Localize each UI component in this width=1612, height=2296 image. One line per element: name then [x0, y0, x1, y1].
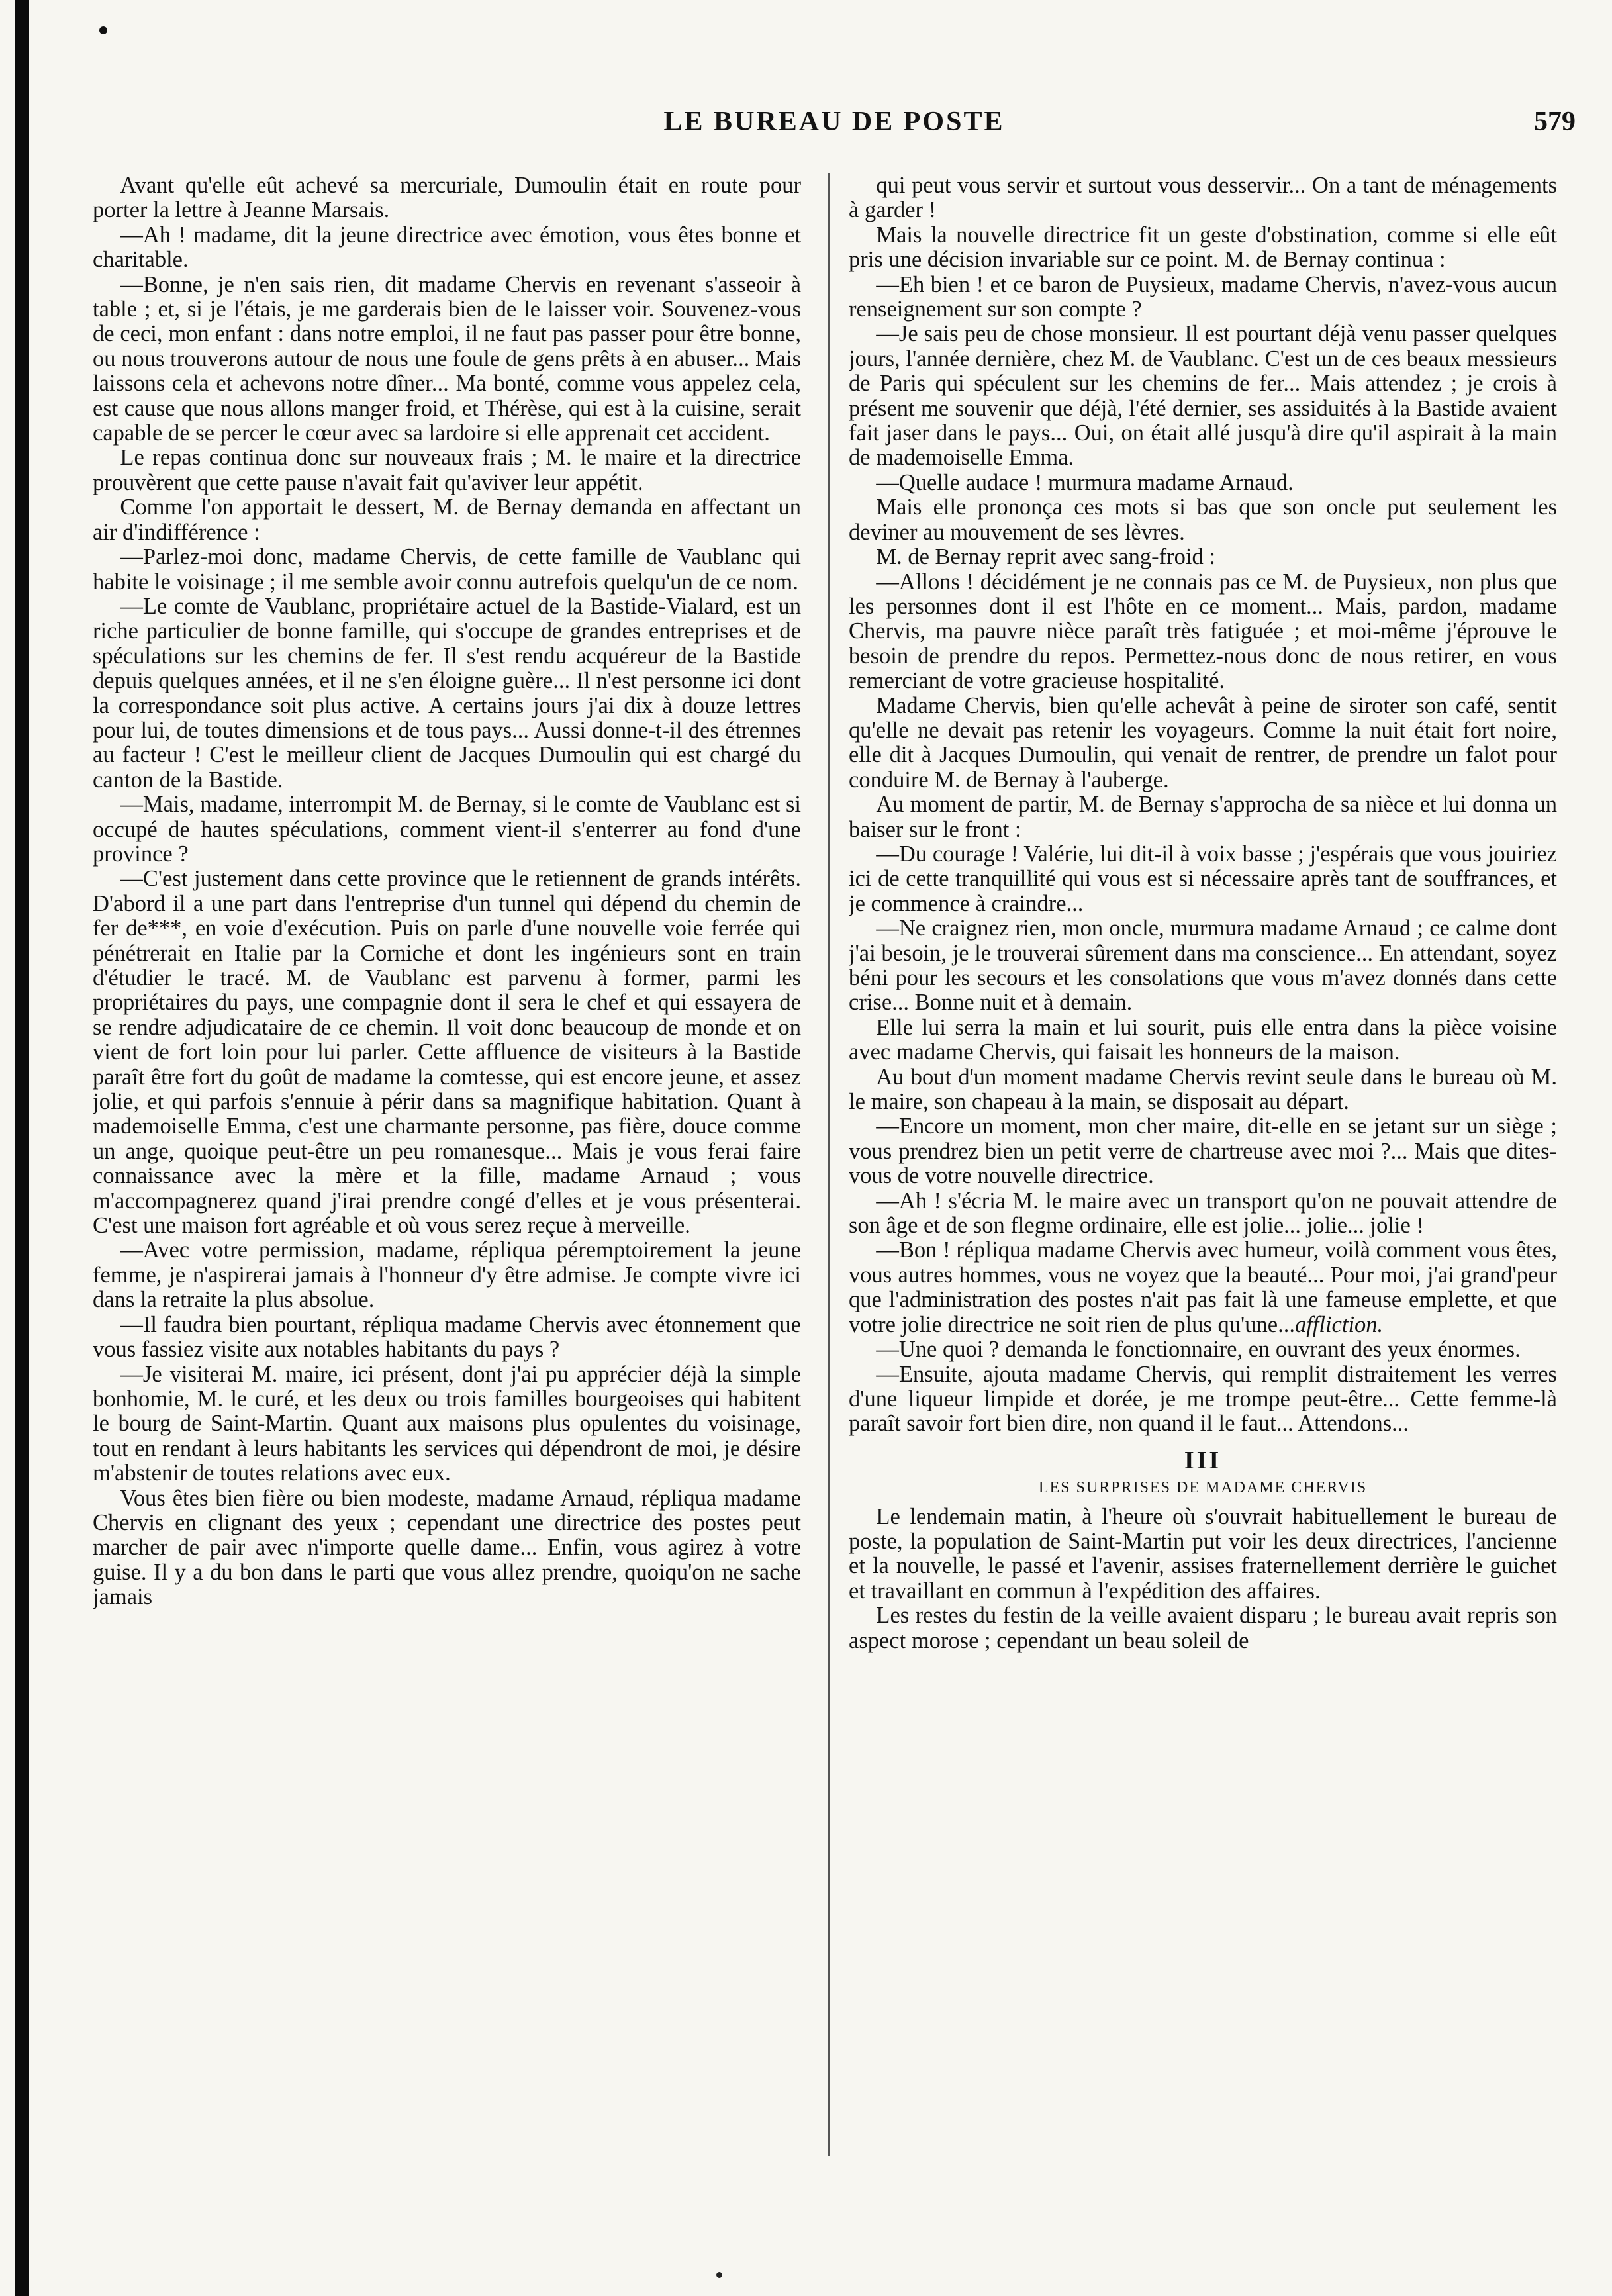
- left-column: [93, 173, 801, 2160]
- column-divider: [828, 173, 830, 2156]
- page-title: LE BUREAU DE POSTE: [663, 107, 1005, 137]
- paragraph: —Je visiterai M. maire, ici présent, dont j'ai pu apprécier déjà la simple bonhomie, M. le curé, et les deux ou trois familles bourgeoises qui habitent le bourg de Saint-Martin. Quant aux maisons plus opulentes du voisinage, tout en rendant à leurs habitants les services qui dépendront de moi, je désire m'abstenir de toutes relations avec eux.: [93, 1361, 801, 1486]
- page-number: 579: [1534, 107, 1576, 137]
- paragraph: —Du courage ! Valérie, lui dit-il à voix basse ; j'espérais que vous jouiriez ici de cette tranquillité qui vous est si nécessaire après tant de souffrances, et je commence à craindre...: [849, 841, 1557, 916]
- page-header: [93, 106, 1576, 152]
- paragraph: —Ah ! madame, dit la jeune directrice avec émotion, vous êtes bonne et charitable.: [93, 222, 801, 273]
- paragraph: —C'est justement dans cette province que le retiennent de grands intérêts. D'abord il a une part dans l'entreprise d'un tunnel qui dépend du chemin de fer de***, en voie d'exécution. Puis on parle d'une nouvelle voie ferrée qui pénétrerait en Italie par la Corniche et dont les ingénieurs sont en train d'étudier le tracé. M. de Vaublanc est parvenu à former, parmi les propriétaires du pays, une compagnie dont il sera le chef et qui essayera de se rendre adjudicataire de ce chemin. Il voit donc beaucoup de monde et on vient de fort loin pour lui parler. Cette affluence de visiteurs à la Bastide paraît être fort du goût de madame la comtesse, qui est encore jeune, et assez jolie, et qui parfois s'ennuie à périr dans sa magnifique habitation. Quant à mademoiselle Emma, c'est une charmante personne, pas fière, douce comme un ange, quoique peut-être un peu romanesque... Mais je vous ferai faire connaissance avec la mère et la fille, madame Arnaud ; vous m'accompagnerez quand j'irai prendre congé d'elles et je vous présenterai. C'est une maison fort agréable et où vous serez reçue à merveille.: [93, 866, 801, 1239]
- paragraph: Les restes du festin de la veille avaient disparu ; le bureau avait repris son aspect morose ; cependant un beau soleil de: [849, 1603, 1557, 1653]
- paragraph: —Le comte de Vaublanc, propriétaire actuel de la Bastide-Vialard, est un riche particulier de bonne famille, qui s'occupe de grandes entreprises et de spéculations sur les chemins de fer. Il s'est rendu acquéreur de la Bastide depuis quelques années, et il ne s'en éloigne guère... Il n'est personne ici dont la correspondance soit plus active. A certains jours j'ai dix à douze lettres pour lui, de toutes dimensions et de tous pays... Aussi donne-t-il des étrennes au facteur ! C'est le meilleur client de Jacques Dumoulin qui est chargé du canton de la Bastide.: [93, 593, 801, 792]
- paragraph: —Parlez-moi donc, madame Chervis, de cette famille de Vaublanc qui habite le voisinage ; il me semble avoir connu autrefois quelqu'un de ce nom.: [93, 544, 801, 595]
- paragraph: —Bonne, je n'en sais rien, dit madame Chervis en revenant s'asseoir à table ; et, si je l'étais, je me garderais bien de le laisser voir. Souvenez-vous de ceci, mon enfant : dans notre emploi, il ne faut pas passer pour être bonne, ou nous trouverons autour de nous une foule de gens prêts à en abuser... Mais laissons cela et achevons notre dîner... Ma bonté, comme vous appelez cela, est cause que nous allons manger froid, et Thérèse, qui est à la cuisine, serait capable de se percer le cœur avec sa lardoire si elle apprenait cet accident.: [93, 271, 801, 446]
- footer-dot: [716, 2272, 722, 2278]
- paragraph: Le lendemain matin, à l'heure où s'ouvrait habituellement le bureau de poste, la population de Saint-Martin put voir les deux directrices, l'ancienne et la nouvelle, le passé et l'avenir, assises fraternellement derrière le guichet et travaillant en commun à l'expédition des affaires.: [849, 1504, 1557, 1603]
- paragraph: Le repas continua donc sur nouveaux frais ; M. le maire et la directrice prouvèrent que cette pause n'avait fait qu'aviver leur appétit.: [93, 445, 801, 495]
- paragraph: M. de Bernay reprit avec sang-froid :: [876, 544, 1215, 570]
- paragraph: Madame Chervis, bien qu'elle achevât à peine de siroter son café, sentit qu'elle ne devait pas retenir les voyageurs. Comme la nuit était fort noire, elle dit à Jacques Dumoulin, qui venait de rentrer, de prendre un falot pour conduire M. de Bernay à l'auberge.: [849, 693, 1557, 792]
- paragraph: —Ne craignez rien, mon oncle, murmura madame Arnaud ; ce calme dont j'ai besoin, je le trouverai sûrement dans ma conscience... En attendant, soyez béni pour les secours et les consolations que vous m'avez donnés dans cette crise... Bonne nuit et à demain.: [849, 916, 1557, 1016]
- paragraph: —Avec votre permission, madame, répliqua péremptoirement la jeune femme, je n'aspirerai jamais à l'honneur d'y être admise. Je compte vivre ici dans la retraite la plus absolue.: [93, 1237, 801, 1313]
- paragraph: —Une quoi ? demanda le fonctionnaire, en ouvrant des yeux énormes.: [876, 1337, 1521, 1363]
- paragraph: —Allons ! décidément je ne connais pas ce M. de Puysieux, non plus que les personnes dont il est l'hôte en ce moment... Mais, pardon, madame Chervis, ma pauvre nièce paraît très fatiguée ; et moi-même j'éprouve le besoin de prendre du repos. Permettez-nous donc de nous retirer, en vous remerciant de votre gracieuse hospitalité.: [849, 569, 1557, 694]
- paragraph: Comme l'on apportait le dessert, M. de Bernay demanda en affectant un air d'indifférence :: [93, 495, 801, 545]
- scan-edge-bar: [15, 0, 29, 2296]
- section-number: III: [1184, 1446, 1222, 1474]
- paragraph: Avant qu'elle eût achevé sa mercuriale, Dumoulin était en route pour porter la lettre à Jeanne Marsais.: [93, 173, 801, 223]
- scan-dot: [99, 26, 107, 34]
- paragraph-with-italic: [849, 1238, 1557, 1337]
- italic-word: affliction.: [1294, 1312, 1384, 1337]
- paragraph: Au bout d'un moment madame Chervis revint seule dans le bureau où M. le maire, son chapeau à la main, se disposait au départ.: [849, 1064, 1557, 1115]
- paragraph-text: —Bon ! répliqua madame Chervis avec humeur, voilà comment vous êtes, vous autres hommes, vous ne voyez que la beauté... Pour moi, j'ai grand'peur que l'administration des postes n'ait pas fait là une fameuse emplette, et que votre jolie directrice ne soit rien de plus qu'une...: [849, 1237, 1557, 1337]
- paragraph: Vous êtes bien fière ou bien modeste, madame Arnaud, répliqua madame Chervis en clignant des yeux ; cependant une directrice des postes peut marcher de pair avec n'importe quelle dame... Enfin, vous agirez à votre guise. Il y a du bon dans le parti que vous allez prendre, quoiqu'on ne sache jamais: [93, 1485, 801, 1610]
- paragraph: qui peut vous servir et surtout vous desservir... On a tant de ménagements à garder !: [849, 173, 1557, 223]
- section-heading: [849, 1446, 1557, 1501]
- section-title: LES SURPRISES DE MADAME CHERVIS: [1038, 1479, 1368, 1497]
- paragraph: Elle lui serra la main et lui sourit, puis elle entra dans la pièce voisine avec madame Chervis, qui faisait les honneurs de la maison.: [849, 1014, 1557, 1065]
- paragraph: —Mais, madame, interrompit M. de Bernay, si le comte de Vaublanc est si occupé de hautes spéculations, comment vient-il s'enterrer au fond d'une province ?: [93, 792, 801, 867]
- right-column: [849, 173, 1557, 2160]
- paragraph: Au moment de partir, M. de Bernay s'approcha de sa nièce et lui donna un baiser sur le front :: [849, 792, 1557, 842]
- paragraph: —Je sais peu de chose monsieur. Il est pourtant déjà venu passer quelques jours, l'année dernière, chez M. de Vaublanc. C'est un de ces beaux messieurs de Paris qui spéculent sur les chemins de fer... Mais attendez ; je crois à présent me souvenir que déjà, l'été dernier, ses assiduités à la Bastide avaient fait jaser dans le pays... Oui, on était allé jusqu'à dire qu'il aspirait à la main de mademoiselle Emma.: [849, 321, 1557, 471]
- paragraph: —Ah ! s'écria M. le maire avec un transport qu'on ne pouvait attendre de son âge et de son flegme ordinaire, elle est jolie... jolie... jolie !: [849, 1188, 1557, 1239]
- paragraph: —Encore un moment, mon cher maire, dit-elle en se jetant sur un siège ; vous prendrez bien un petit verre de chartreuse avec moi ?... Mais que dites-vous de votre nouvelle directrice.: [849, 1114, 1557, 1189]
- paragraph: Mais la nouvelle directrice fit un geste d'obstination, comme si elle eût pris une décision invariable sur ce point. M. de Bernay continua :: [849, 222, 1557, 273]
- paragraph: —Eh bien ! et ce baron de Puysieux, madame Chervis, n'avez-vous aucun renseignement sur son compte ?: [849, 271, 1557, 322]
- paragraph: —Quelle audace ! murmura madame Arnaud.: [876, 469, 1294, 495]
- paragraph: —Ensuite, ajouta madame Chervis, qui remplit distraitement les verres d'une liqueur limpide et dorée, je me trompe peut-être... Cette femme-là paraît savoir fort bien dire, non quand il le faut... Attendons...: [849, 1361, 1557, 1437]
- paragraph: —Il faudra bien pourtant, répliqua madame Chervis avec étonnement que vous fassiez visite aux notables habitants du pays ?: [93, 1312, 801, 1363]
- paragraph: Mais elle prononça ces mots si bas que son oncle put seulement les deviner au mouvement de ses lèvres.: [849, 495, 1557, 545]
